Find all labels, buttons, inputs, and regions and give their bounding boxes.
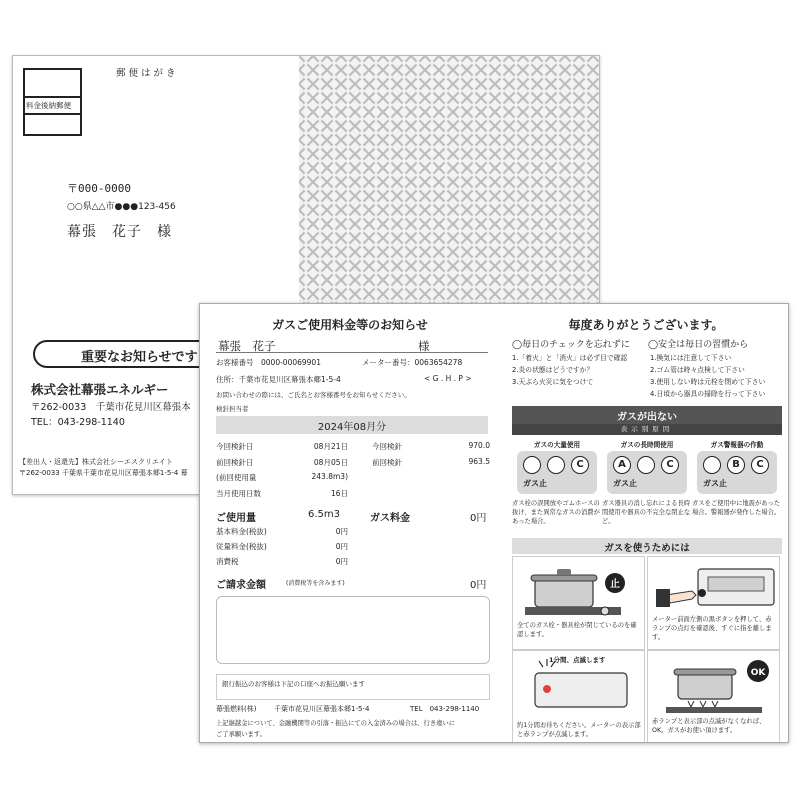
cause-long-usage xyxy=(602,435,692,535)
inquiry-note: お問い合わせの際には、ご氏名とお客様番号をお知らせください。 xyxy=(216,391,411,399)
pot-on-stove-icon xyxy=(513,557,646,617)
safety-item: 2.ゴム管は時々点検して下さい xyxy=(650,366,745,374)
daily-check-heading: ◯毎日のチェックを忘れずに xyxy=(512,340,630,350)
usage-label: ご使用量 xyxy=(216,513,256,524)
reading-value: 08月05日 xyxy=(313,458,348,467)
important-notice-label: 重要なお知らせです xyxy=(33,340,293,368)
step-1 xyxy=(512,556,645,650)
meter-button-press-icon xyxy=(648,557,781,617)
indicator-circle xyxy=(547,456,565,474)
reading-value: 08月21日 xyxy=(313,442,348,451)
gas-company-name: 幕張燃料(株) xyxy=(216,705,257,713)
billing-month: 2024年08月分 xyxy=(216,416,488,434)
cause-description: ガス器具の消し忘れによる長時間使用や器具の不完全な閉止など。 xyxy=(602,500,691,525)
payment-note-line-2: ご了承願います。 xyxy=(216,731,266,738)
recipient-name: 幕張 花子 様 xyxy=(67,224,172,240)
indicator-circle: C xyxy=(661,456,679,474)
indicator-circle: C xyxy=(751,456,769,474)
postcard-title: 郵便はがき xyxy=(116,68,179,79)
reading-label: 当月使用日数 xyxy=(216,489,261,498)
cause-title: ガスの長時間使用 xyxy=(620,441,674,449)
stop-badge: 止 xyxy=(610,579,620,590)
reading-label: (前回使用量 xyxy=(216,473,257,482)
sender-line-2: 〒262-0033 千葉県千葉市花見川区幕張本郷1-5-4 幕 xyxy=(19,469,188,477)
reading-label-2: 今回検針 xyxy=(372,442,402,451)
gas-fee-value: 0円 xyxy=(470,513,487,524)
how-to-use-title: ガスを使うためには xyxy=(512,538,782,554)
indicator-circle: C xyxy=(571,456,589,474)
safety-item: 3.使用しない時は元栓を閉めて下さい xyxy=(650,378,766,386)
memo-box xyxy=(216,596,490,664)
cause-subtitle: 表示別原因 xyxy=(512,424,782,435)
indicator-circle xyxy=(703,456,721,474)
step-description: メーター前面左側の黒ボタンを押して、赤ランプの点灯を確認後、すぐに指を離します。 xyxy=(652,616,772,641)
honorific: 様 xyxy=(418,339,430,353)
step-2 xyxy=(647,556,780,650)
gas-fee-label: ガス料金 xyxy=(370,513,410,524)
step-description: 約1分間お待ちください。メーターの表示部と赤ランプが点滅します。 xyxy=(517,722,641,738)
bill-title: ガスご使用料金等のお知らせ xyxy=(272,318,428,332)
cause-large-usage xyxy=(512,435,602,535)
indicator-circle: A xyxy=(613,456,631,474)
gas-company-tel: TEL 043-298-1140 xyxy=(410,705,480,713)
reading-value: 16日 xyxy=(330,489,348,498)
reading-value-2: 970.0 xyxy=(468,441,490,450)
blink-label: 1分間、点滅します xyxy=(549,656,606,664)
check-item: 1.「着火」と「消火」は必ず目で確認 xyxy=(512,354,628,362)
step-4 xyxy=(647,650,780,743)
stamp-label: 料金後納郵便 xyxy=(25,96,80,115)
postal-code: 〒000-0000 xyxy=(67,182,131,195)
thanks-title: 毎度ありがとうございます。 xyxy=(568,318,724,332)
reading-label-2: 前回検針 xyxy=(372,458,402,467)
reading-value: 243.8m3) xyxy=(311,472,348,481)
reading-label: 前回検針日 xyxy=(216,458,254,467)
inspector-label: 検針担当者 xyxy=(216,405,249,413)
route-code: < G . H . P > xyxy=(424,374,472,383)
indicator-circle: B xyxy=(727,456,745,474)
cause-description: ガス栓の誤開放やゴムホースの抜け、また異常なガスの消費があった場合。 xyxy=(512,500,600,525)
step-3 xyxy=(512,650,645,743)
meter-display xyxy=(517,451,597,494)
gas-stop-label: ガス止 xyxy=(523,479,547,488)
safety-item: 4.日頃から器具の掃除を行って下さい xyxy=(650,390,766,398)
step-description: 全てのガス栓・器具栓が閉じているのを確認します。 xyxy=(517,622,637,638)
check-item: 3.天ぷら火災に気をつけて xyxy=(512,378,594,386)
meter-display xyxy=(697,451,777,494)
cause-title: ガス警報器の作動 xyxy=(710,441,764,449)
meter-display xyxy=(607,451,687,494)
cause-description: ガスをご使用中に地震があった場合。警報器が発作した場合。 xyxy=(692,500,781,516)
company-address: 〒262-0033 千葉市花見川区幕張本 xyxy=(31,402,191,413)
billing-amount-value: 0円 xyxy=(470,580,487,591)
step-description: 赤ランプと表示部の点滅がなくなれば、OK。ガスがお使い頂けます。 xyxy=(652,718,766,734)
customer-name: 幕張 花子 xyxy=(218,339,276,353)
fee-item-value: 0円 xyxy=(335,542,348,551)
usage-value: 6.5m3 xyxy=(308,509,341,520)
fee-item-label: 従量料金(税抜) xyxy=(216,542,267,551)
indicator-circle xyxy=(637,456,655,474)
recipient-address: ○○県△△市●●●123-456 xyxy=(67,202,176,212)
indicator-circle xyxy=(523,456,541,474)
reading-label: 今回検針日 xyxy=(216,442,254,451)
cause-title: ガスの大量使用 xyxy=(533,441,581,449)
gas-stop-label: ガス止 xyxy=(703,479,727,488)
gas-company-address: 千葉市花見川区幕張本郷1-5-4 xyxy=(274,705,370,713)
safety-item: 1.換気には注意して下さい xyxy=(650,354,732,362)
payment-note-line-1: 上記継越金について、金融機関等の引落・振込にての入金済みの場合は、行き違いに xyxy=(216,720,456,727)
customer-address: 住所：千葉市花見川区幕張本郷1-5-4 xyxy=(216,375,341,384)
gas-out-title: ガスが出ない xyxy=(512,406,782,424)
ok-badge: OK xyxy=(750,668,766,678)
company-name: 株式会社幕張エネルギー xyxy=(31,382,169,397)
reading-value-2: 963.5 xyxy=(468,457,490,466)
fee-item-label: 消費税 xyxy=(216,557,239,566)
billing-tax-note: (消費税等を含みます) xyxy=(286,580,345,587)
fee-item-label: 基本料金(税抜) xyxy=(216,527,267,536)
pot-ok-icon xyxy=(648,651,781,715)
cause-alarm xyxy=(692,435,782,535)
fee-item-value: 0円 xyxy=(335,557,348,566)
meter-number: メーター番号：0063654278 xyxy=(362,358,463,367)
name-divider xyxy=(216,352,488,353)
check-item: 2.炎の状態はどうですか？ xyxy=(512,366,594,374)
stamp-box xyxy=(23,68,82,136)
bank-transfer-note: 銀行振込のお客様は下記の口座へお振込願います xyxy=(222,680,365,688)
gas-stop-label: ガス止 xyxy=(613,479,637,488)
company-tel: TEL：043-298-1140 xyxy=(31,417,125,428)
safety-heading: ◯安全は毎日の習慣から xyxy=(648,340,749,350)
fee-item-value: 0円 xyxy=(335,527,348,536)
customer-number: お客様番号 0000-00069901 xyxy=(216,358,321,367)
bill-sheet xyxy=(199,303,789,743)
sender-line-1: 【差出人・返還先】株式会社シーエスクリエイト xyxy=(19,458,173,466)
billing-amount-label: ご請求金額 xyxy=(216,580,266,591)
